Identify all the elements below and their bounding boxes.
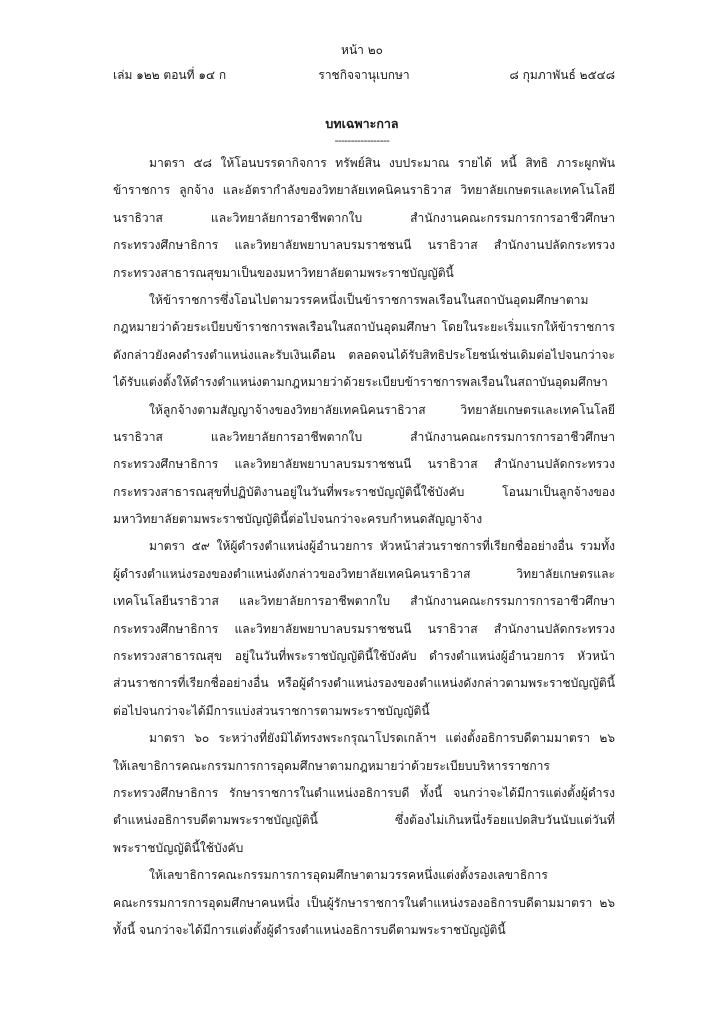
text-line: ให้เลขาธิการคณะกรรมการการอุดมศึกษาตามวรรคหนึ่งแต่งตั้งรองเลขาธิการ xyxy=(149,868,548,883)
document-body xyxy=(113,150,615,944)
text-line: มาตรา ๕๙ ให้ผู้ดำรงตำแหน่งผู้อำนวยการ หัวหน้าส่วนราชการที่เรียกชื่ออย่างอื่น รวมทั้ง xyxy=(149,539,615,554)
text-line: พระราชบัญญัตินี้ใช้บังคับ xyxy=(113,840,244,855)
header-publication: ราชกิจจานุเบกษา xyxy=(318,68,410,82)
text-line: เทคโนโลยีนราธิวาส และวิทยาลัยการอาชีพตากใบ สำนักงานคณะกรรมการการอาชีวศึกษา xyxy=(113,594,615,609)
title-separator: ----------------- xyxy=(334,134,390,147)
text-line: มาตรา ๖๐ ระหว่างที่ยังมิได้ทรงพระกรุณาโปรดเกล้าฯ แต่งตั้งอธิการบดีตามมาตรา ๒๖ xyxy=(149,731,615,746)
text-line: กระทรวงศึกษาธิการ และวิทยาลัยพยาบาลบรมราชชนนี นราธิวาส สำนักงานปลัดกระทรวง xyxy=(113,621,615,636)
page-header xyxy=(113,66,615,86)
text-line: กระทรวงสาธารณสุข อยู่ในวันที่พระราชบัญญัตินี้ใช้บังคับ ดำรงตำแหน่งผู้อำนวยการ หัวหน้า xyxy=(113,649,615,664)
text-line: ส่วนราชการที่เรียกชื่ออย่างอื่น หรือผู้ดำรงตำแหน่งรองของตำแหน่งดังกล่าวตามพระราชบัญญัตินี้ xyxy=(113,676,615,691)
section-title: บทเฉพาะกาล xyxy=(325,116,399,131)
text-line: กระทรวงสาธารณสุขมาเป็นของมหาวิทยาลัยตามพระราชบัญญัตินี้ xyxy=(113,265,454,280)
text-line: มหาวิทยาลัยตามพระราชบัญญัตินี้ต่อไปจนกว่าจะครบกำหนดสัญญาจ้าง xyxy=(113,512,483,527)
text-line: ต่อไปจนกว่าจะได้มีการแบ่งส่วนราชการตามพระราชบัญญัตินี้ xyxy=(113,703,430,718)
text-line: ทั้งนี้ จนกว่าจะได้มีการแต่งตั้งผู้ดำรงตำแหน่งอธิการบดีตามพระราชบัญญัตินี้ xyxy=(113,922,506,937)
text-line: ให้เลขาธิการคณะกรรมการการอุดมศึกษาตามกฎหมายว่าด้วยระเบียบบริหารราชการ xyxy=(113,758,550,773)
text-line: นราธิวาส และวิทยาลัยการอาชีพตากใบ สำนักงานคณะกรรมการการอาชีวศึกษา xyxy=(113,429,615,444)
page-number: หน้า ๒๐ xyxy=(341,43,383,57)
text-line: กระทรวงศึกษาธิการ และวิทยาลัยพยาบาลบรมราชชนนี นราธิวาส สำนักงานปลัดกระทรวง xyxy=(113,457,615,472)
text-line: ให้ข้าราชการซึ่งโอนไปตามวรรคหนึ่งเป็นข้าราชการพลเรือนในสถาบันอุดมศึกษาตาม xyxy=(149,292,589,307)
text-line: ข้าราชการ ลูกจ้าง และอัตรากำลังของวิทยาลัยเทคนิคนราธิวาส วิทยาลัยเกษตรและเทคโนโลยี xyxy=(113,183,615,198)
text-line: คณะกรรมการการอุดมศึกษาคนหนึ่ง เป็นผู้รักษาราชการในตำแหน่งรองอธิการบดีตามมาตรา ๒๖ xyxy=(113,895,615,910)
text-line: กระทรวงศึกษาธิการ และวิทยาลัยพยาบาลบรมราชชนนี นราธิวาส สำนักงานปลัดกระทรวง xyxy=(113,238,615,253)
text-line: ให้ลูกจ้างตามสัญญาจ้างของวิทยาลัยเทคนิคนราธิวาส วิทยาลัยเกษตรและเทคโนโลยี xyxy=(149,402,615,417)
text-line: ผู้ดำรงตำแหน่งรองของตำแหน่งดังกล่าวของวิทยาลัยเทคนิคนราธิวาส วิทยาลัยเกษตรและ xyxy=(113,566,615,581)
text-line: นราธิวาส และวิทยาลัยการอาชีพตากใบ สำนักงานคณะกรรมการการอาชีวศึกษา xyxy=(113,210,615,225)
text-line: กฎหมายว่าด้วยระเบียบข้าราชการพลเรือนในสถาบันอุดมศึกษา โดยในระยะเริ่มแรกให้ข้าราชการ xyxy=(113,320,615,335)
header-volume-issue: เล่ม ๑๒๒ ตอนที่ ๑๔ ก xyxy=(113,68,227,82)
text-line: ดังกล่าวยังคงดำรงตำแหน่งและรับเงินเดือน ตลอดจนได้รับสิทธิประโยชน์เช่นเดิมต่อไปจนกว่าจะ xyxy=(113,347,615,362)
text-line: กระทรวงศึกษาธิการ รักษาราชการในตำแหน่งอธิการบดี ทั้งนี้ จนกว่าจะได้มีการแต่งตั้งผู้ดำรง xyxy=(113,785,615,800)
text-line: มาตรา ๕๘ ให้โอนบรรดากิจการ ทรัพย์สิน งบประมาณ รายได้ หนี้ สิทธิ ภาระผูกพัน xyxy=(149,156,615,170)
text-line: กระทรวงสาธารณสุขที่ปฏิบัติงานอยู่ในวันที่พระราชบัญญัตินี้ใช้บังคับ โอนมาเป็นลูกจ้างของ xyxy=(113,484,615,499)
header-date: ๘ กุมภาพันธ์ ๒๕๔๘ xyxy=(509,68,615,82)
text-line: ได้รับแต่งตั้งให้ดำรงตำแหน่งตามกฎหมายว่าด้วยระเบียบข้าราชการพลเรือนในสถาบันอุดมศึกษา xyxy=(113,375,608,390)
text-line: ตำแหน่งอธิการบดีตามพระราชบัญญัตินี้ ซึ่งต้องไม่เกินหนึ่งร้อยแปดสิบวันนับแต่วันที่ xyxy=(113,813,615,828)
